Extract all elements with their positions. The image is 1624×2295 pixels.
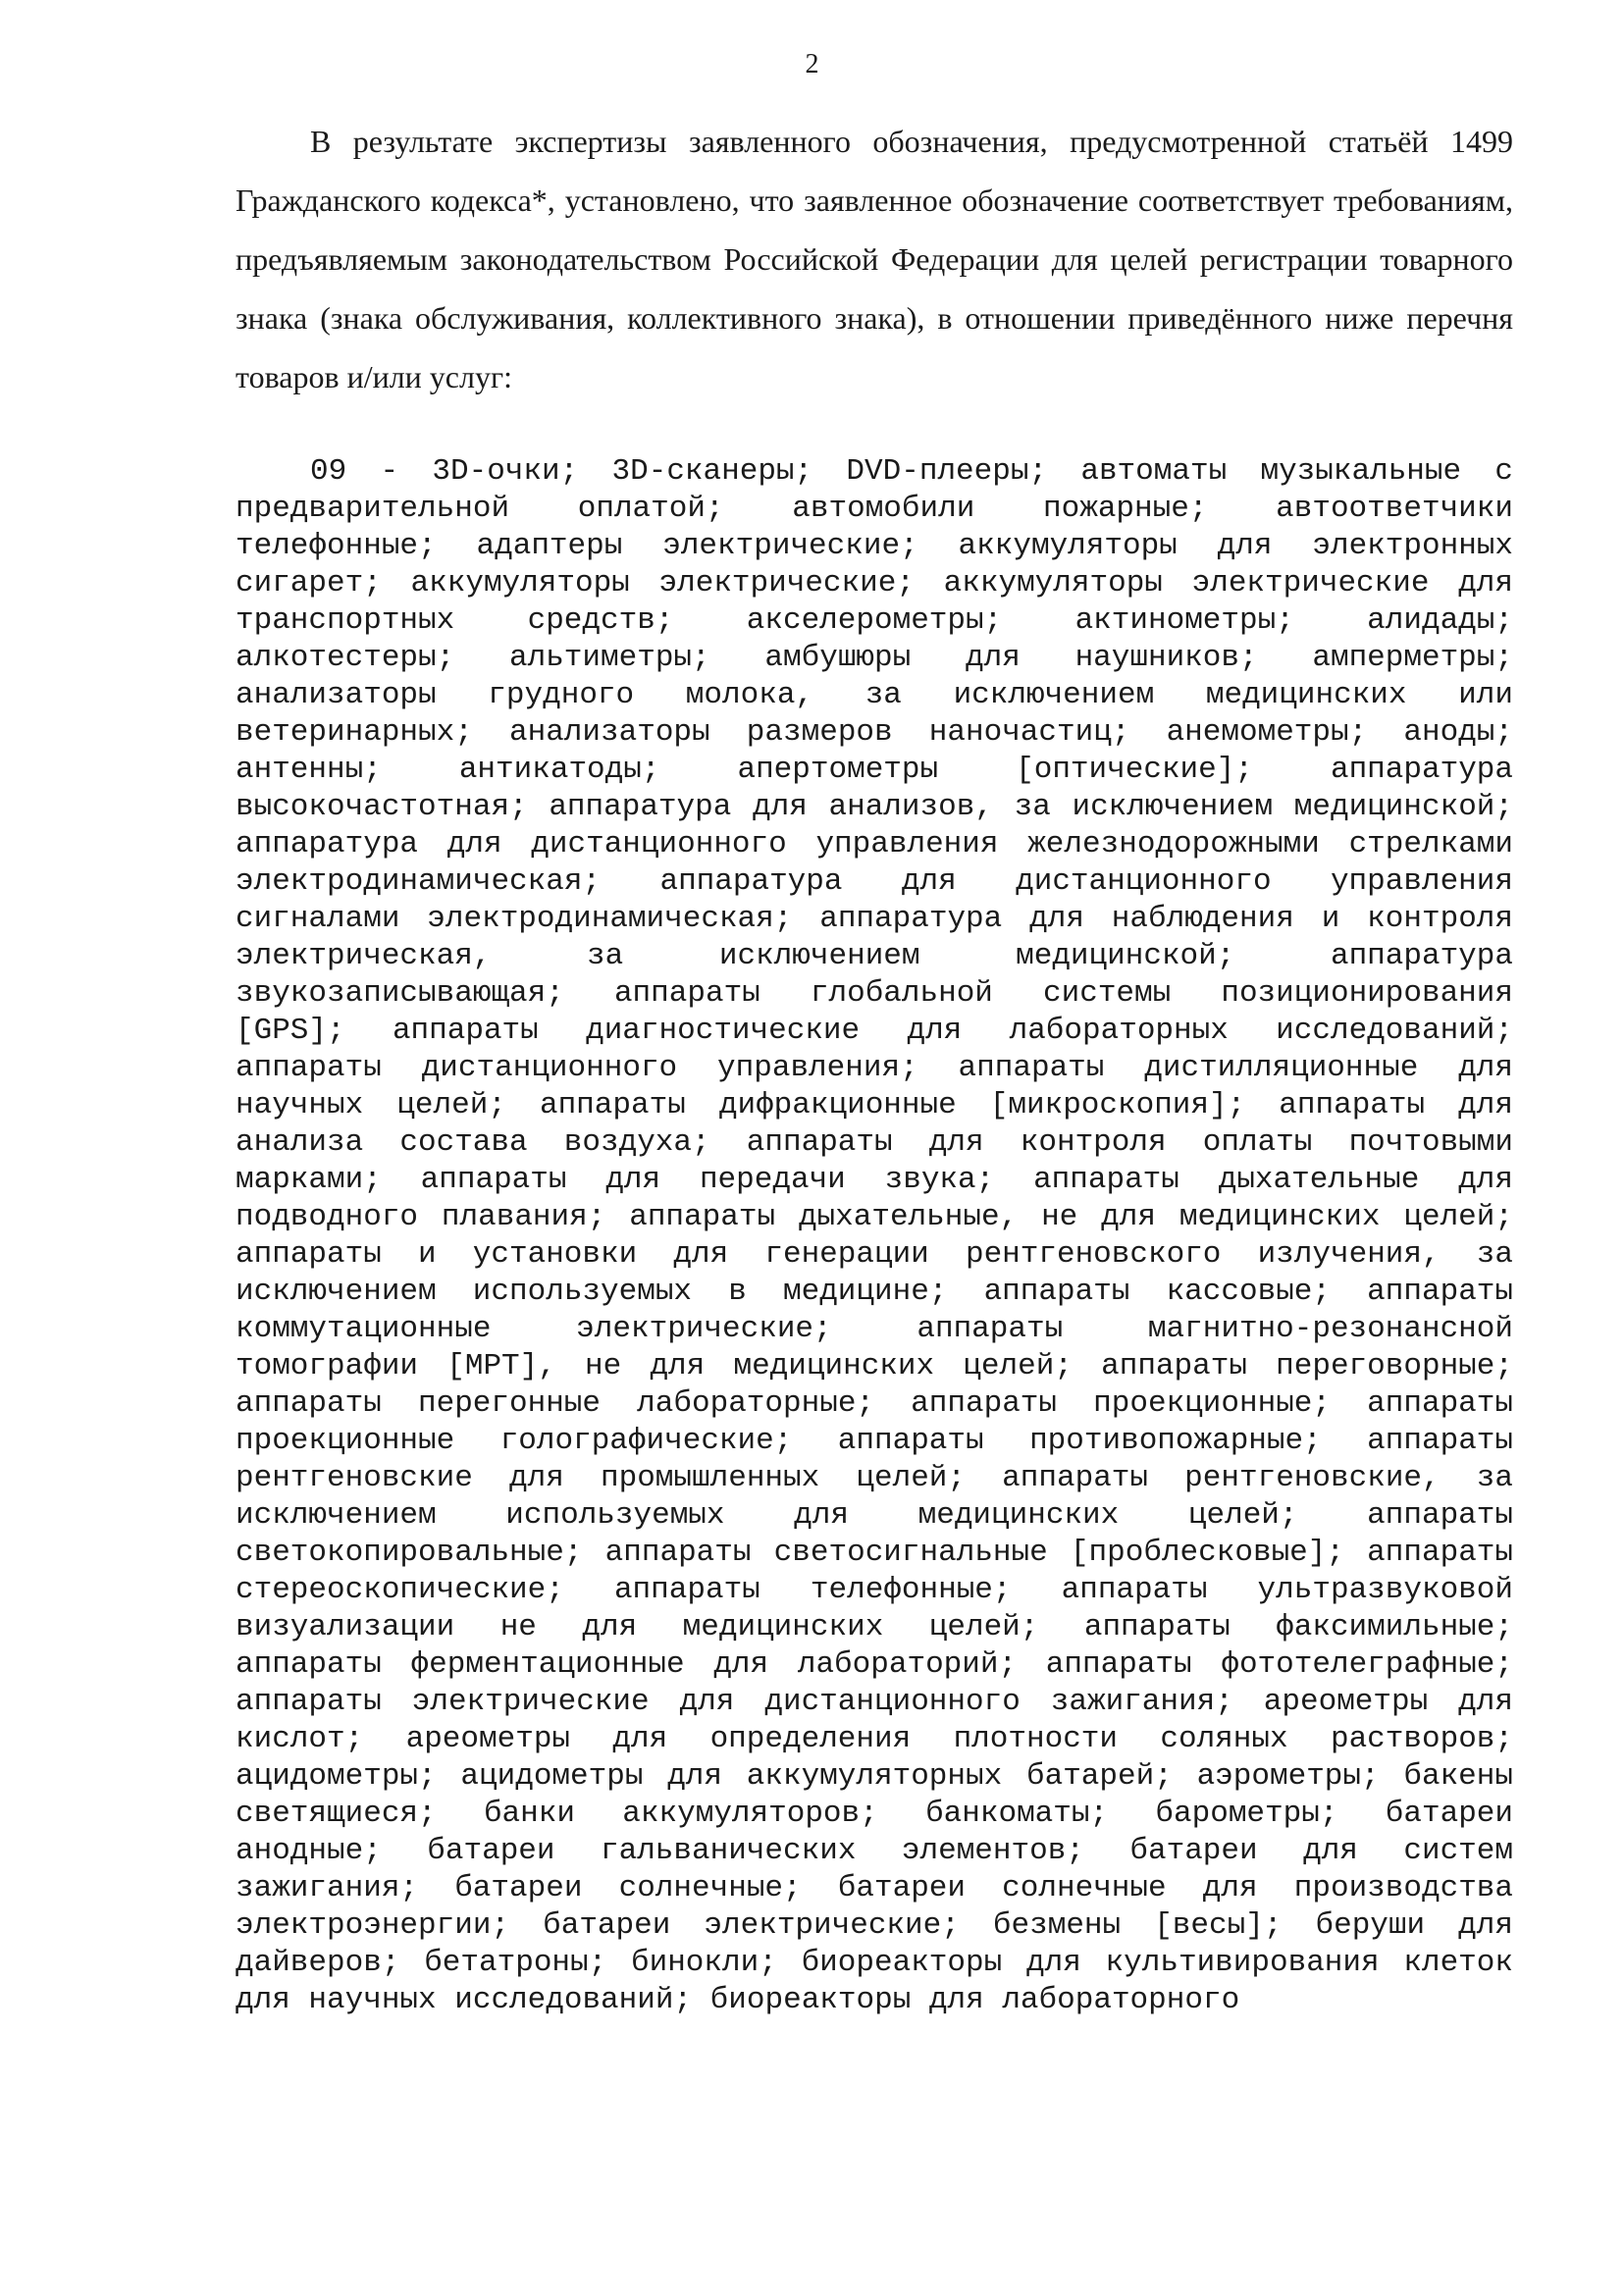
intro-paragraph: В результате экспертизы заявленного обозначения, предусмотренной статьёй 1499 Гражданского кодекса*, установлено, что заявленное обозначение соответствует требованиям, предъявляемым законодательством Российской Федерации для целей регистрации товарного знака (знака обслуживания, коллективного знака), в отношении приведённого ниже перечня товаров и/или услуг: — [236, 124, 1513, 394]
page-number: 2 — [805, 49, 819, 79]
goods-list-class-09: 09 - 3D-очки; 3D-сканеры; DVD-плееры; автоматы музыкальные с предварительной оплатой; автомобили пожарные; автоответчики телефонные; адаптеры электрические; аккумуляторы для электронных сигарет; аккумуляторы электрические; аккумуляторы электрические для транспортных средств; акселерометры; актинометры; алидады; алкотестеры; альтиметры; амбушюры для наушников; амперметры; анализаторы грудного молока, за исключением медицинских или ветеринарных; анализаторы размеров наночастиц; анемометры; аноды; антенны; антикатоды; апертометры [оптические]; аппаратура высокочастотная; аппаратура для анализов, за исключением медицинской; аппаратура для дистанционного управления железнодорожными стрелками электродинамическая; аппаратура для дистанционного управления сигналами электродинамическая; аппаратура для наблюдения и контроля электрическая, за исключением медицинской; аппаратура звукозаписывающая; аппараты глобальной системы позиционирования [GPS]; аппараты диагностические для лабораторных исследований; аппараты дистанционного управления; аппараты дистилляционные для научных целей; аппараты дифракционные [микроскопия]; аппараты для анализа состава воздуха; аппараты для контроля оплаты почтовыми марками; аппараты для передачи звука; аппараты дыхательные для подводного плавания; аппараты дыхательные, не для медицинских целей; аппараты и установки для генерации рентгеновского излучения, за исключением используемых в медицине; аппараты кассовые; аппараты коммутационные электрические; аппараты магнитно-резонансной томографии [МРТ], не для медицинских целей; аппараты переговорные; аппараты перегонные лабораторные; аппараты проекционные; аппараты проекционные голографические; аппараты противопожарные; аппараты рентгеновские для промышленных целей; аппараты рентгеновские, за исключением используемых для медицинских целей; аппараты светокопировальные; аппараты светосигнальные [проблесковые]; аппараты стереоскопические; аппараты телефонные; аппараты ультразвуковой визуализации не для медицинских целей; аппараты факсимильные; аппараты ферментационные для лабораторий; аппараты фототелеграфные; аппараты электрические для дистанционного зажигания; ареометры для кислот; ареометры для определения плотности соляных растворов; ацидометры; ацидометры для аккумуляторных батарей; аэрометры; бакены светящиеся; банки аккумуляторов; банкоматы; барометры; батареи анодные; батареи гальванических элементов; батареи для систем зажигания; батареи солнечные; батареи солнечные для производства электроэнергии; батареи электрические; безмены [весы]; беруши для дайверов; бетатроны; бинокли; биореакторы для культивирования клеток для научных исследований; биореакторы для лабораторного — [236, 454, 1513, 2017]
